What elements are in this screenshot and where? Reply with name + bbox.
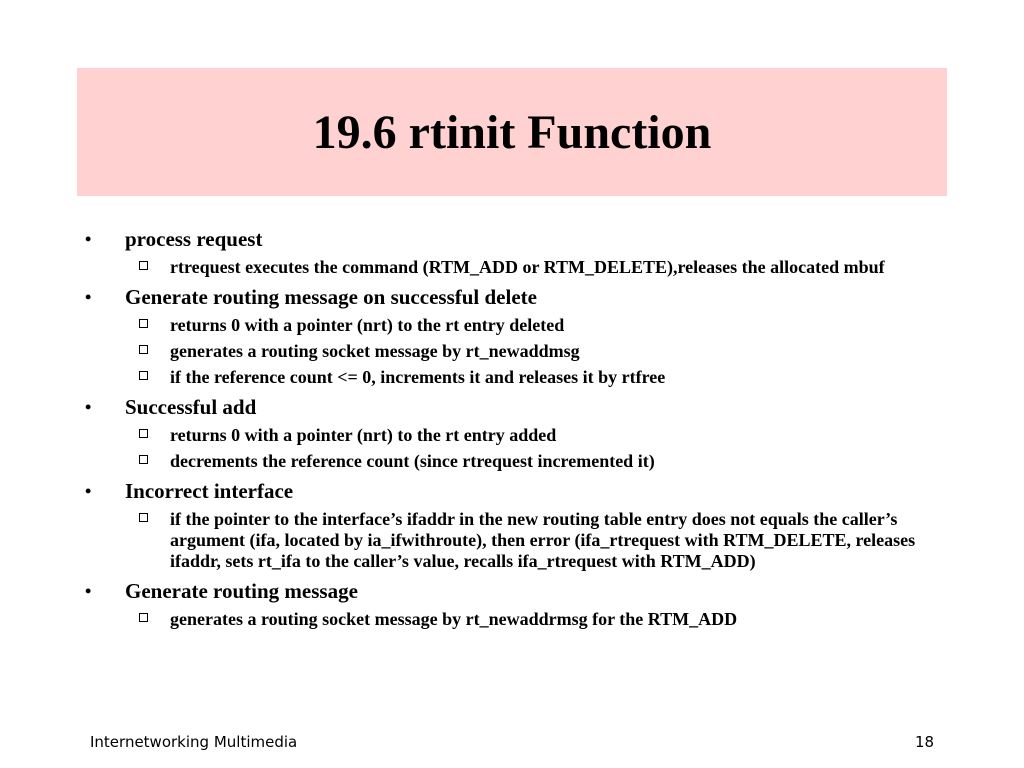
bullet-dot-icon: •	[85, 481, 92, 501]
sub-bullet-text: if the pointer to the interface’s ifaddr in the new routing table entry does not equals the caller’s argument (ifa, located by ia_ifwithroute), then error (ifa_rtrequest with RTM_DELETE, releases ifaddr, sets rt_ifa to the caller’s value, recalls ifa_rtrequest with RTM_ADD)	[170, 509, 916, 571]
square-bullet-icon	[139, 371, 148, 380]
sub-bullet-item	[170, 341, 934, 362]
bullet-dot-icon: •	[85, 581, 92, 601]
bullet-dot-icon: •	[85, 397, 92, 417]
bullet-item	[84, 284, 934, 310]
title-banner	[77, 68, 947, 196]
square-bullet-icon	[139, 429, 148, 438]
bullet-item	[84, 226, 934, 252]
sub-bullet-item	[170, 509, 934, 572]
sub-bullet-text: generates a routing socket message by rt_newaddmsg	[170, 341, 580, 361]
square-bullet-icon	[139, 261, 148, 270]
bullet-list	[84, 224, 934, 630]
square-bullet-icon	[139, 613, 148, 622]
bullet-item	[84, 394, 934, 420]
square-bullet-icon	[139, 455, 148, 464]
sub-bullet-text: generates a routing socket message by rt_newaddrmsg for the RTM_ADD	[170, 609, 738, 629]
bullet-text: Successful add	[125, 395, 257, 419]
footer-page-number: 18	[915, 733, 935, 751]
slide-title: 19.6 rtinit Function	[312, 106, 712, 159]
square-bullet-icon	[139, 345, 148, 354]
bullet-text: Generate routing message	[125, 579, 358, 603]
bullet-item	[84, 578, 934, 604]
sub-bullet-item	[170, 315, 934, 336]
bullet-text: Generate routing message on successful delete	[125, 285, 537, 309]
square-bullet-icon	[139, 319, 148, 328]
bullet-text: process request	[125, 227, 263, 251]
bullet-dot-icon: •	[85, 229, 92, 249]
sub-bullet-text: rtrequest executes the command (RTM_ADD or RTM_DELETE),releases the allocated mbuf	[170, 257, 885, 277]
sub-bullet-item	[170, 425, 934, 446]
sub-bullet-item	[170, 367, 934, 388]
sub-bullet-text: returns 0 with a pointer (nrt) to the rt entry deleted	[170, 315, 565, 335]
sub-bullet-item	[170, 609, 934, 630]
sub-bullet-item	[170, 257, 934, 278]
bullet-dot-icon: •	[85, 287, 92, 307]
bullet-item	[84, 478, 934, 504]
sub-bullet-text: decrements the reference count (since rtrequest incremented it)	[170, 451, 655, 471]
sub-bullet-item	[170, 451, 934, 472]
square-bullet-icon	[139, 513, 148, 522]
sub-bullet-text: returns 0 with a pointer (nrt) to the rt entry added	[170, 425, 557, 445]
bullet-text: Incorrect interface	[125, 479, 294, 503]
footer-course: Internetworking Multimedia	[90, 733, 298, 751]
sub-bullet-text: if the reference count <= 0, increments it and releases it by rtfree	[170, 367, 666, 387]
